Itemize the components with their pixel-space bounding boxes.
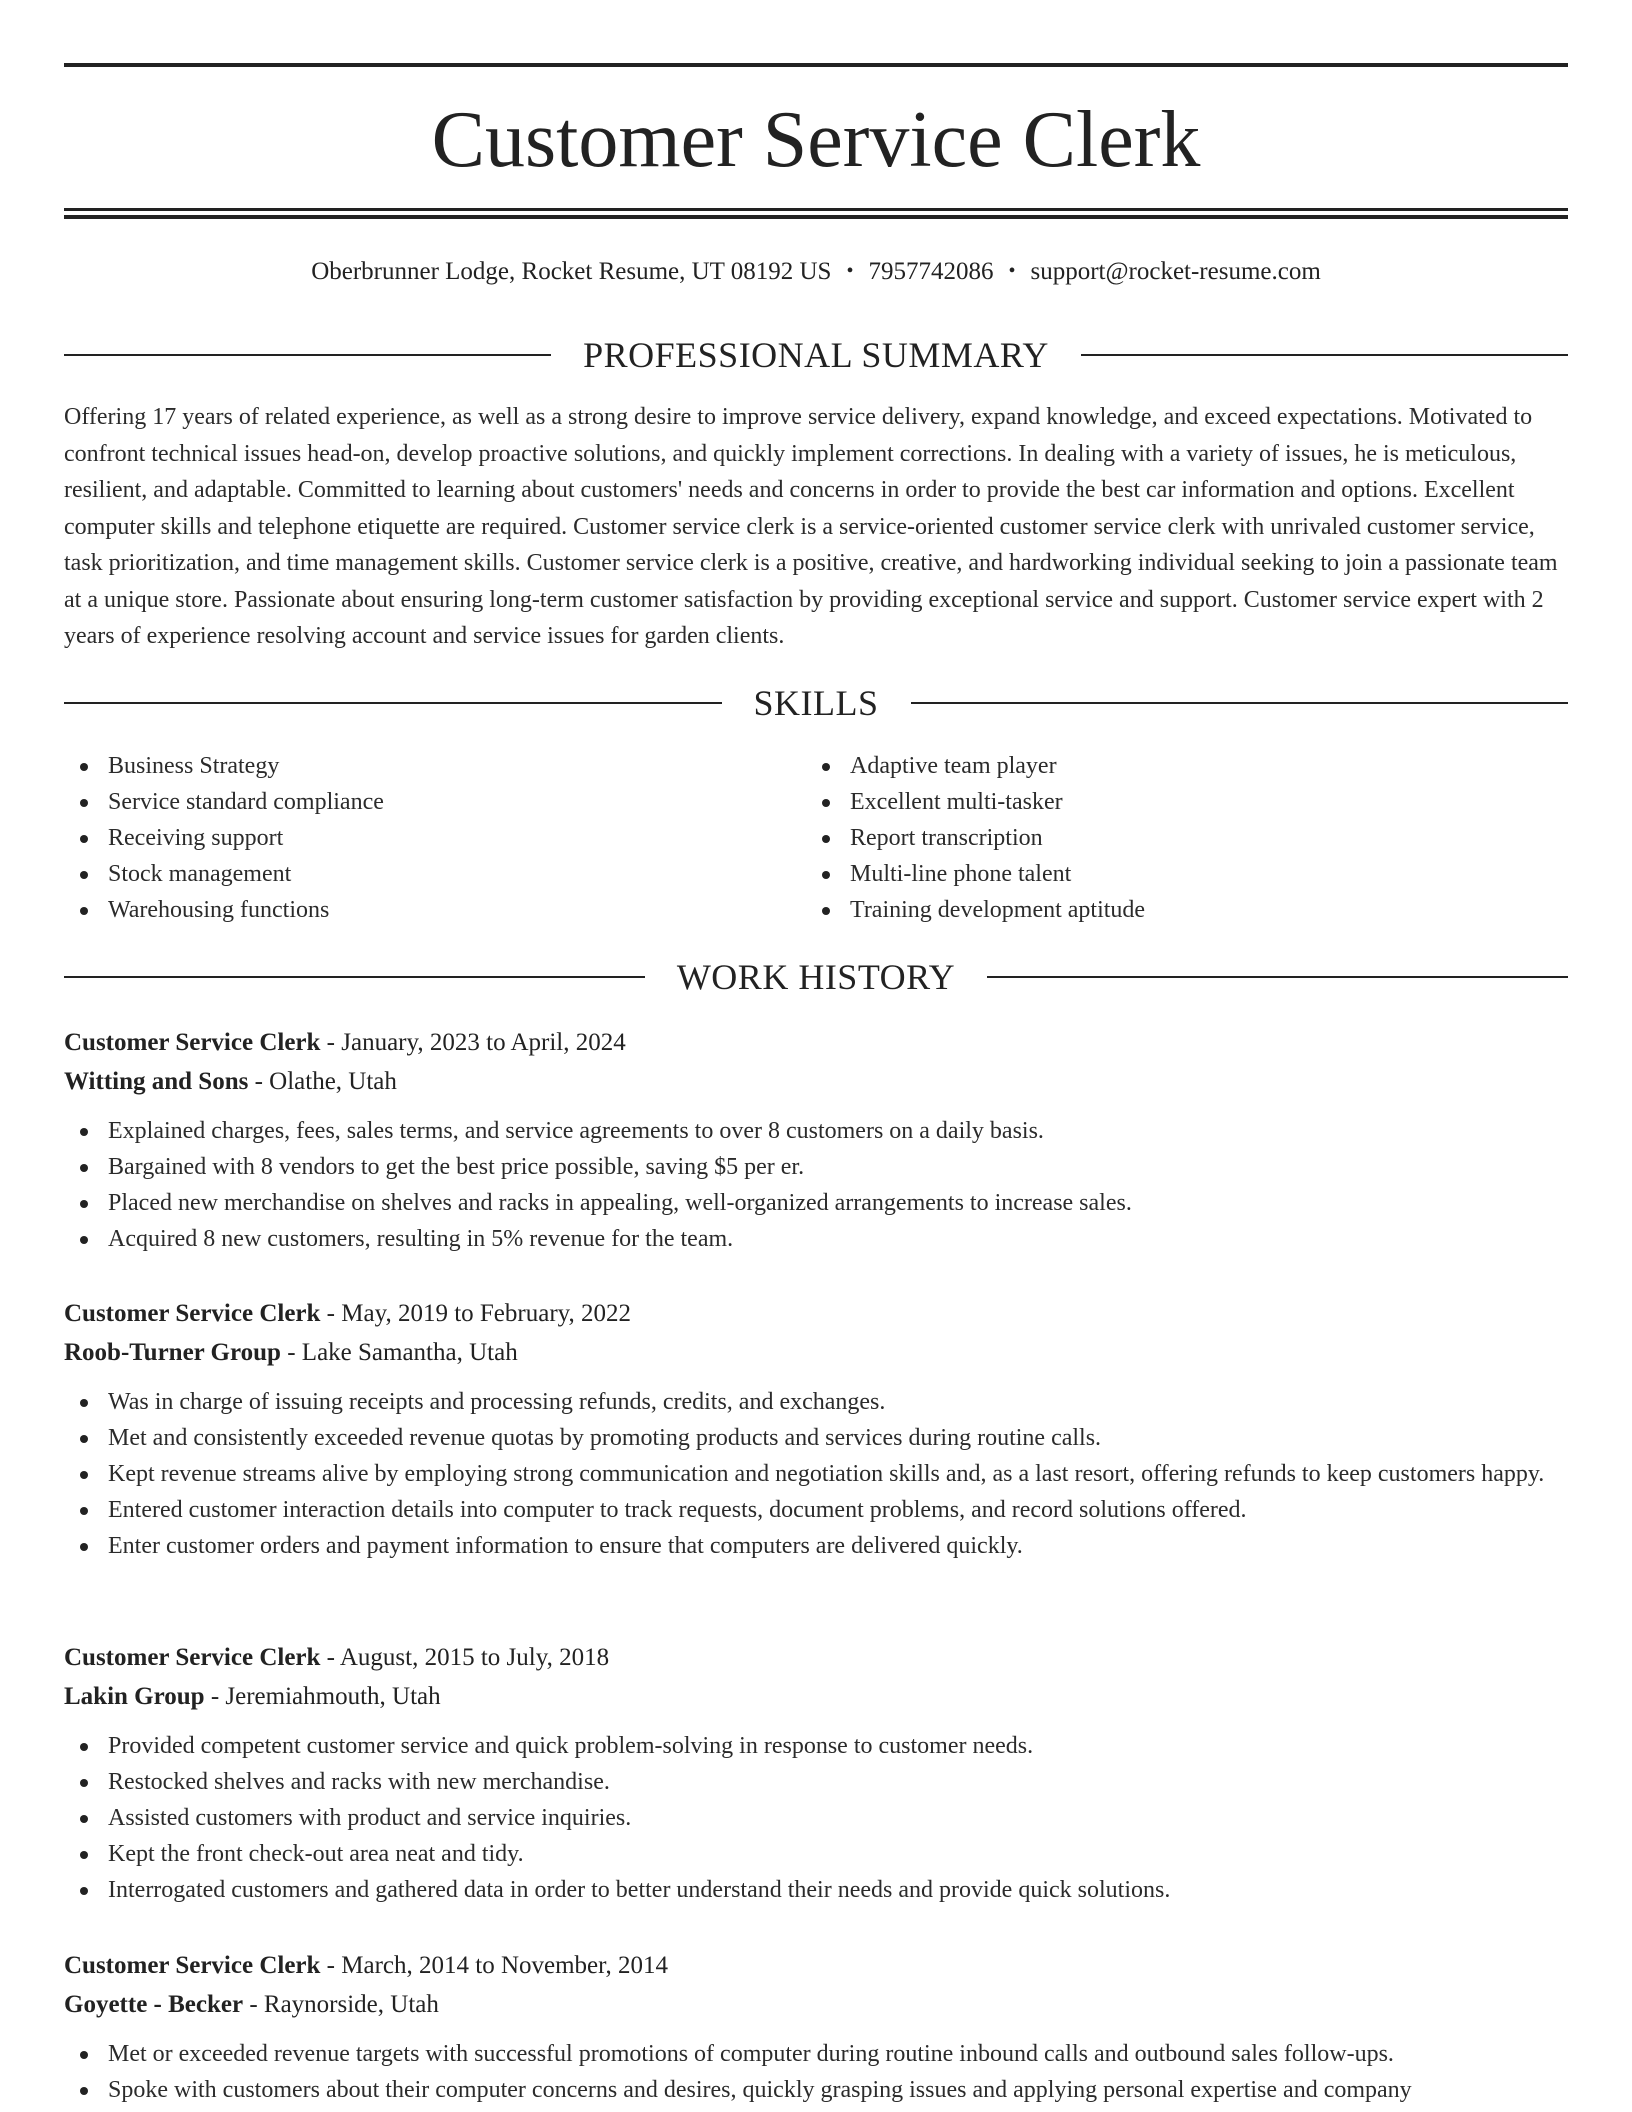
job-entry	[64, 1294, 1568, 1564]
job-title-line	[64, 1946, 1568, 1985]
section-title: PROFESSIONAL SUMMARY	[583, 335, 1049, 375]
job-title: Customer Service Clerk	[64, 1644, 321, 1671]
job-company: Lakin Group	[64, 1683, 205, 1710]
skill-item: Stock management	[64, 856, 806, 892]
job-bullet: Restocked shelves and racks with new merchandise.	[64, 1764, 1568, 1800]
job-bullet: Spoke with customers about their computer concerns and desires, quickly grasping issues and applying personal expertise and company	[64, 2072, 1568, 2108]
job-dates: March, 2014 to November, 2014	[341, 1952, 668, 1979]
job-entry	[64, 1638, 1568, 1908]
job-location: Olathe, Utah	[269, 1068, 397, 1095]
heading-rule-right	[1081, 354, 1568, 356]
contact-separator: •	[1008, 260, 1016, 282]
job-bullet: Was in charge of issuing receipts and processing refunds, credits, and exchanges.	[64, 1384, 1568, 1420]
skill-item: Business Strategy	[64, 748, 806, 784]
contact-phone: 7957742086	[868, 258, 994, 285]
job-title: Customer Service Clerk	[64, 1952, 321, 1979]
job-title-line	[64, 1294, 1568, 1333]
job-bullet: Acquired 8 new customers, resulting in 5% revenue for the team.	[64, 1221, 1568, 1257]
job-bullet: Met or exceeded revenue targets with successful promotions of computer during routine inbound calls and outbound sales follow-ups.	[64, 2036, 1568, 2072]
job-dash: -	[204, 1683, 226, 1710]
job-dash: -	[320, 1952, 342, 1979]
job-bullet: Explained charges, fees, sales terms, and service agreements to over 8 customers on a daily basis.	[64, 1113, 1568, 1149]
contact-email: support@rocket-resume.com	[1030, 258, 1321, 285]
job-bullet: Assisted customers with product and service inquiries.	[64, 1800, 1568, 1836]
job-location: Jeremiahmouth, Utah	[225, 1683, 441, 1710]
job-entry	[64, 1946, 1568, 2108]
job-bullet: Kept the front check-out area neat and tidy.	[64, 1836, 1568, 1872]
heading-rule-left	[64, 702, 722, 704]
skills-column-left	[64, 748, 806, 928]
job-dash: -	[248, 1068, 270, 1095]
job-dash: -	[280, 1339, 302, 1366]
section-heading-summary	[64, 333, 1568, 377]
job-company: Goyette - Becker	[64, 1991, 244, 2018]
job-dates: May, 2019 to February, 2022	[341, 1300, 632, 1327]
section-title: SKILLS	[753, 683, 879, 723]
heading-rule-left	[64, 976, 645, 978]
job-dash: -	[320, 1644, 340, 1671]
header-top-rule	[64, 63, 1568, 67]
section-title: WORK HISTORY	[676, 957, 956, 997]
job-title-line	[64, 1023, 1568, 1062]
job-bullet: Met and consistently exceeded revenue quotas by promoting products and services during routine calls.	[64, 1420, 1568, 1456]
job-bullet: Placed new merchandise on shelves and racks in appealing, well-organized arrangements to increase sales.	[64, 1185, 1568, 1221]
skill-item: Report transcription	[806, 820, 1548, 856]
resume-name: Customer Service Clerk	[431, 96, 1201, 184]
heading-rule-left	[64, 354, 551, 356]
job-bullets	[64, 2036, 1568, 2108]
job-bullet: Provided competent customer service and quick problem-solving in response to customer needs.	[64, 1728, 1568, 1764]
job-bullets	[64, 1384, 1568, 1564]
heading-rule-right	[987, 976, 1568, 978]
job-dash: -	[320, 1300, 342, 1327]
job-entry	[64, 1023, 1568, 1257]
skill-item: Warehousing functions	[64, 892, 806, 928]
job-company-line	[64, 1985, 1568, 2024]
skill-item: Service standard compliance	[64, 784, 806, 820]
job-location: Lake Samantha, Utah	[301, 1339, 518, 1366]
skill-item: Adaptive team player	[806, 748, 1548, 784]
job-company-line	[64, 1677, 1568, 1716]
summary-text: Offering 17 years of related experience, as well as a strong desire to improve service delivery, expand knowledge, and exceed expectations. Motivated to confront technical issues head-on, develop proactive solutions, and quickly implement corrections. In dealing with a variety of issues, he is meticulous, resilient, and adaptable. Committed to learning about customers' needs and concerns in order to provide the best car information and options. Excellent computer skills and telephone etiquette are required. Customer service clerk is a service-oriented customer service clerk with unrivaled customer service, task prioritization, and time management skills. Customer service clerk is a positive, creative, and hardworking individual seeking to join a passionate team at a unique store. Passionate about ensuring long-term customer satisfaction by providing exceptional service and support. Customer service expert with 2 years of experience resolving account and service issues for garden clients.	[64, 404, 1558, 649]
job-bullets	[64, 1728, 1568, 1908]
skill-item: Multi-line phone talent	[806, 856, 1548, 892]
skills-list	[64, 748, 1568, 928]
contact-address: Oberbrunner Lodge, Rocket Resume, UT 08192 US	[311, 258, 832, 285]
section-heading-skills	[64, 681, 1568, 725]
skills-column-right	[806, 748, 1548, 928]
job-dates: January, 2023 to April, 2024	[341, 1029, 626, 1056]
job-title-line	[64, 1638, 1568, 1677]
job-dash: -	[243, 1991, 264, 2018]
section-heading-work-history	[64, 955, 1568, 999]
job-bullet: Entered customer interaction details into computer to track requests, document problems, and record solutions offered.	[64, 1492, 1568, 1528]
heading-rule-right	[911, 702, 1569, 704]
contact-line	[64, 254, 1568, 289]
job-company-line	[64, 1333, 1568, 1372]
job-bullet: Interrogated customers and gathered data in order to better understand their needs and provide quick solutions.	[64, 1872, 1568, 1908]
job-title: Customer Service Clerk	[64, 1300, 321, 1327]
job-bullets	[64, 1113, 1568, 1257]
job-location: Raynorside, Utah	[263, 1991, 439, 2018]
job-bullet: Kept revenue streams alive by employing strong communication and negotiation skills and, as a last resort, offering refunds to keep customers happy.	[64, 1456, 1568, 1492]
job-dash: -	[320, 1029, 342, 1056]
job-dates: August, 2015 to July, 2018	[339, 1644, 610, 1671]
skill-item: Excellent multi-tasker	[806, 784, 1548, 820]
job-company: Witting and Sons	[64, 1068, 249, 1095]
header-double-rule	[64, 208, 1568, 219]
job-bullet: Enter customer orders and payment information to ensure that computers are delivered quickly.	[64, 1528, 1568, 1564]
job-bullet: Bargained with 8 vendors to get the best price possible, saving $5 per er.	[64, 1149, 1568, 1185]
skill-item: Receiving support	[64, 820, 806, 856]
skill-item: Training development aptitude	[806, 892, 1548, 928]
job-title: Customer Service Clerk	[64, 1029, 321, 1056]
job-company-line	[64, 1062, 1568, 1101]
job-company: Roob-Turner Group	[64, 1339, 281, 1366]
contact-separator: •	[846, 260, 854, 282]
